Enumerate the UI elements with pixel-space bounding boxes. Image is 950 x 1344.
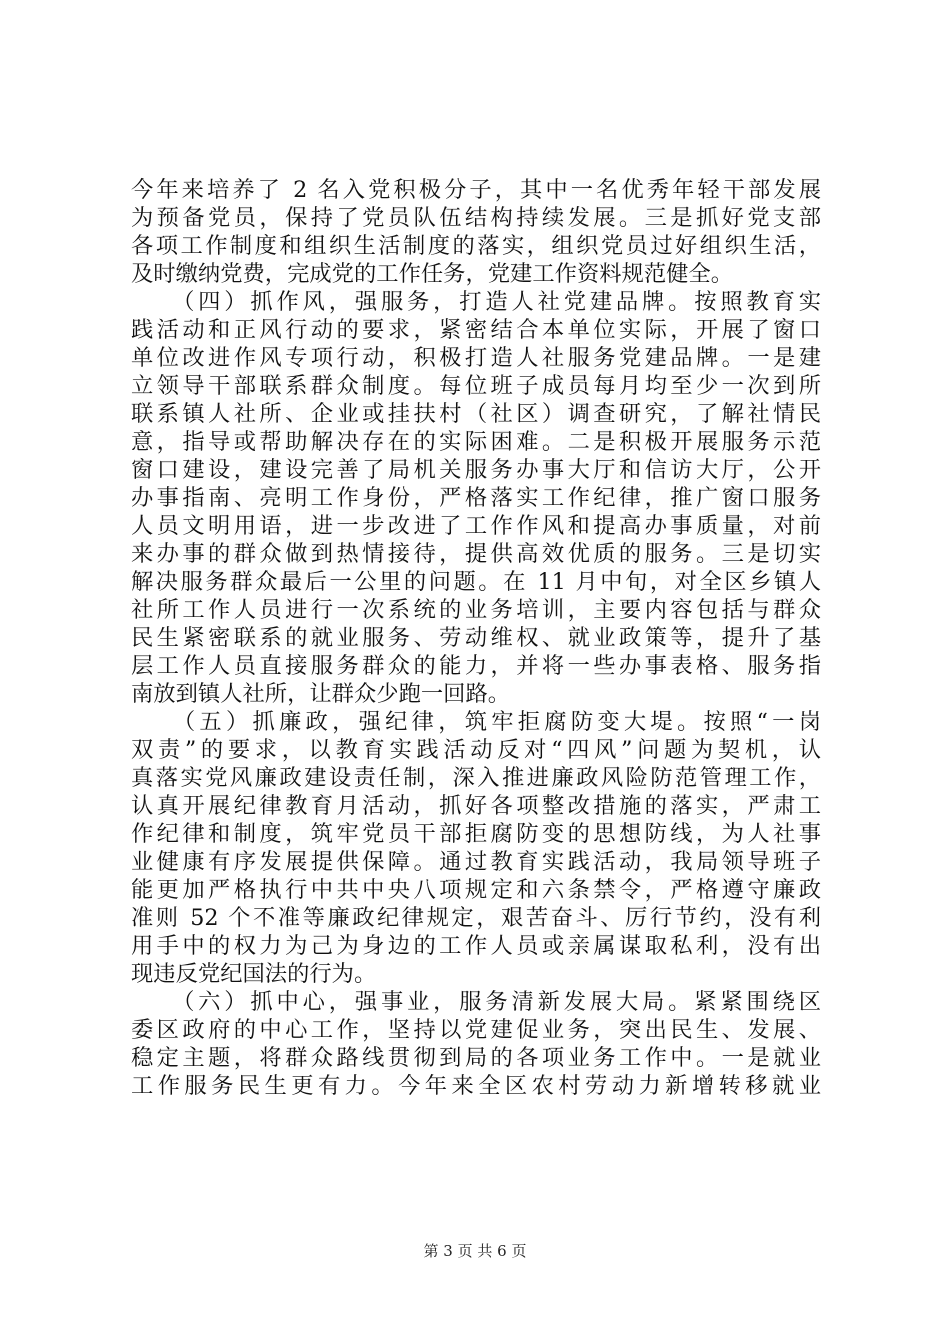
text-line: 办事指南、亮明工作身份，严格落实工作纪律，推广窗口服务 bbox=[131, 485, 821, 511]
text-line: 单位改进作风专项行动，积极打造人社服务党建品牌。一是建 bbox=[131, 345, 821, 371]
text-line: 认真开展纪律教育月活动，抓好各项整改措施的落实，严肃工 bbox=[131, 793, 821, 819]
text-line: 践活动和正风行动的要求，紧密结合本单位实际，开展了窗口 bbox=[131, 317, 821, 343]
text-line: 南放到镇人社所，让群众少跑一回路。 bbox=[131, 681, 511, 707]
text-line: 今年来培养了 2 名入党积极分子，其中一名优秀年轻干部发展 bbox=[131, 177, 821, 203]
text-line: 能更加严格执行中共中央八项规定和六条禁令，严格遵守廉政 bbox=[131, 877, 821, 903]
text-line: 稳定主题，将群众路线贯彻到局的各项业务工作中。一是就业 bbox=[131, 1045, 821, 1071]
text-line: 作纪律和制度，筑牢党员干部拒腐防变的思想防线，为人社事 bbox=[131, 821, 821, 847]
text-line: 社所工作人员进行一次系统的业务培训，主要内容包括与群众 bbox=[131, 597, 821, 623]
text-line: 及时缴纳党费，完成党的工作任务，党建工作资料规范健全。 bbox=[131, 261, 734, 287]
text-line: 联系镇人社所、企业或挂扶村（社区）调查研究，了解社情民 bbox=[131, 401, 821, 427]
text-line: 立领导干部联系群众制度。每位班子成员每月均至少一次到所 bbox=[131, 373, 821, 399]
text-line: 用手中的权力为己为身边的工作人员或亲属谋取私利，没有出 bbox=[131, 933, 821, 959]
text-line: 委区政府的中心工作，坚持以党建促业务，突出民生、发展、 bbox=[131, 1017, 821, 1043]
text-line: 民生紧密联系的就业服务、劳动维权、就业政策等，提升了基 bbox=[131, 625, 821, 651]
text-line: （四）抓作风，强服务，打造人社党建品牌。按照教育实 bbox=[131, 289, 821, 315]
text-line: （六）抓中心，强事业，服务清新发展大局。紧紧围绕区 bbox=[131, 989, 821, 1015]
text-line: 解决服务群众最后一公里的问题。在 11 月中旬，对全区乡镇人 bbox=[131, 569, 821, 595]
body-text bbox=[131, 176, 821, 1100]
text-line: 层工作人员直接服务群众的能力，并将一些办事表格、服务指 bbox=[131, 653, 821, 679]
text-line: 现违反党纪国法的行为。 bbox=[131, 961, 377, 987]
text-line: 为预备党员，保持了党员队伍结构持续发展。三是抓好党支部 bbox=[131, 205, 821, 231]
text-line: （五）抓廉政，强纪律，筑牢拒腐防变大堤。按照“一岗 bbox=[131, 709, 821, 735]
page-number-footer: 第 3 页 共 6 页 bbox=[423, 1242, 527, 1260]
text-line: 窗口建设，建设完善了局机关服务办事大厅和信访大厅，公开 bbox=[131, 457, 821, 483]
text-line: 意，指导或帮助解决存在的实际困难。二是积极开展服务示范 bbox=[131, 429, 821, 455]
text-line: 来办事的群众做到热情接待，提供高效优质的服务。三是切实 bbox=[131, 541, 821, 567]
text-line: 工作服务民生更有力。今年来全区农村劳动力新增转移就业 bbox=[131, 1073, 821, 1099]
text-line: 业健康有序发展提供保障。通过教育实践活动，我局领导班子 bbox=[131, 849, 821, 875]
text-line: 真落实党风廉政建设责任制，深入推进廉政风险防范管理工作， bbox=[131, 765, 821, 791]
text-line: 人员文明用语，进一步改进了工作作风和提高办事质量，对前 bbox=[131, 513, 821, 539]
text-line: 双责”的要求，以教育实践活动反对“四风”问题为契机，认 bbox=[131, 737, 821, 763]
text-line: 准则 52 个不准等廉政纪律规定，艰苦奋斗、厉行节约，没有利 bbox=[131, 905, 821, 931]
text-line: 各项工作制度和组织生活制度的落实，组织党员过好组织生活， bbox=[131, 233, 821, 259]
